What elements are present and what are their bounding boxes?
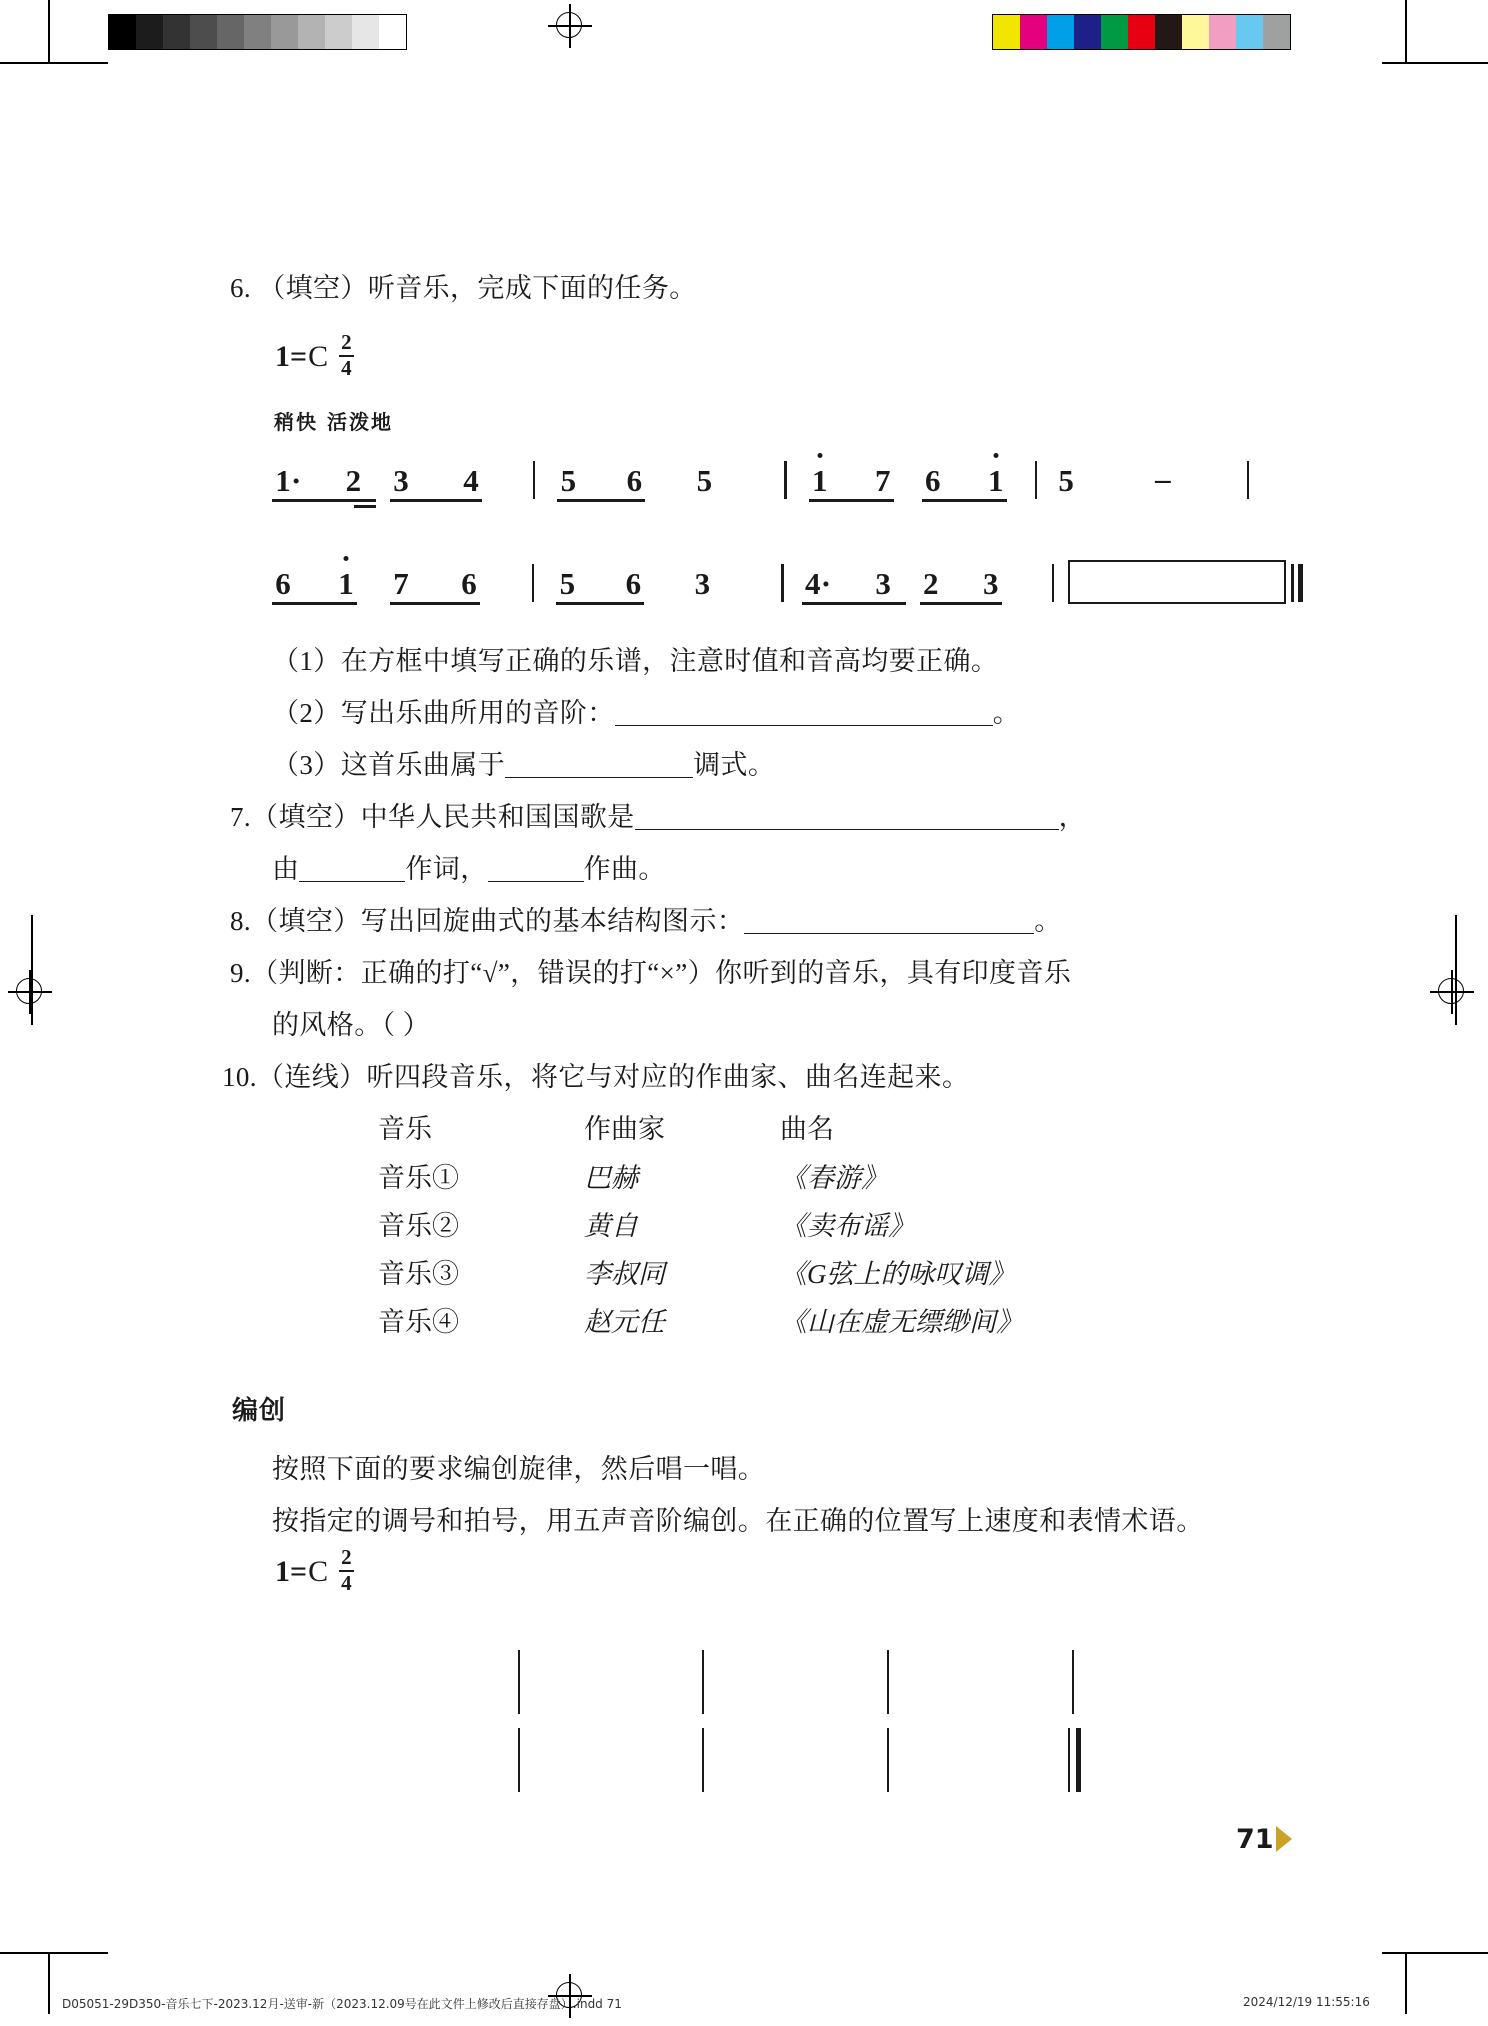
sub-text: 写出乐曲所用的音阶：: [340, 698, 615, 728]
column-header-music: 音乐: [378, 1114, 432, 1144]
note: 6: [461, 566, 477, 601]
measure: [802, 568, 906, 605]
note: 5: [1058, 463, 1074, 498]
answer-box[interactable]: [1068, 560, 1286, 604]
composer-item[interactable]: 李叔同: [584, 1259, 665, 1289]
column-header-composer: 作曲家: [584, 1114, 665, 1144]
beam: [809, 499, 894, 502]
barline: [1052, 564, 1054, 602]
barline: [887, 1728, 889, 1792]
question-6-sub-1: [272, 640, 1312, 684]
question-7-line-2: [272, 848, 1352, 892]
composer-item[interactable]: 黄自: [584, 1211, 638, 1241]
question-10-prompt: （连线）听四段音乐，将它与对应的作曲家、曲名连起来。: [256, 1062, 970, 1092]
note: 6: [275, 566, 291, 601]
barline: [702, 1650, 704, 1714]
jianpu-staff-line-1: [272, 450, 1249, 502]
time-signature-beats: 2: [339, 1547, 354, 1572]
note: 3: [875, 566, 891, 601]
note: 7: [393, 566, 409, 601]
music-item[interactable]: 音乐④: [378, 1307, 459, 1337]
question-6-sub-3: [272, 744, 1312, 788]
q9-line2[interactable]: 的风格。（ ）: [272, 1010, 431, 1040]
q7-line2-mid: 作词，: [405, 854, 488, 884]
beam: [390, 499, 482, 502]
sub-label: （3）: [272, 750, 341, 780]
time-signature-unit: 4: [341, 355, 352, 380]
beam: [390, 602, 480, 605]
keysig-do: 1: [275, 339, 290, 373]
keysig-tonic: C: [308, 339, 329, 373]
measure: [922, 465, 1007, 502]
sub-label: （1）: [272, 646, 341, 676]
section-heading-compose: [232, 1390, 286, 1427]
blank-staff-row-1[interactable]: [272, 1650, 1252, 1714]
barline: [518, 1650, 520, 1714]
question-8-prompt: （填空）写出回旋曲式的基本结构图示：: [251, 906, 745, 936]
duration-dot: ·: [291, 463, 302, 498]
composer-item[interactable]: 赵元任: [584, 1307, 665, 1337]
q6-key-signature: [275, 330, 354, 381]
title-item[interactable]: 《卖布谣》: [780, 1211, 915, 1241]
time-signature-unit: 4: [341, 1570, 352, 1595]
note: 1: [809, 465, 831, 502]
sub-tail: 。: [992, 698, 1021, 728]
measure: [390, 465, 482, 502]
q7-line2-pre: 由: [272, 854, 300, 884]
table-row: [378, 1165, 1200, 1192]
note: 5: [560, 463, 577, 498]
question-10-number: 10.: [222, 1062, 257, 1092]
measure: [390, 568, 480, 605]
note: 3: [983, 566, 999, 601]
answer-blank[interactable]: [505, 776, 693, 778]
compose-instruction-2: [272, 1500, 1332, 1544]
title-item[interactable]: 《春游》: [780, 1163, 888, 1193]
beam: [272, 602, 357, 605]
keysig-equals: =: [290, 339, 307, 373]
question-10: [222, 1056, 1322, 1100]
tempo-text: 稍快 活泼地: [274, 410, 393, 434]
page-arrow-icon: [1276, 1826, 1292, 1852]
barline: [1035, 461, 1037, 499]
compose-key-signature: [275, 1545, 354, 1596]
note: 2: [345, 463, 362, 498]
measure: [557, 465, 645, 502]
question-8-number: 8.: [230, 906, 252, 936]
question-9: [230, 952, 1330, 996]
measure: [556, 568, 644, 605]
measure: [272, 568, 357, 605]
beam: [802, 602, 906, 605]
table-row: [378, 1213, 1200, 1240]
sub-text: 这首乐曲属于: [340, 750, 506, 780]
measure: [920, 568, 1002, 605]
beam: [557, 499, 645, 502]
note: 6: [625, 566, 642, 601]
table-row: [378, 1261, 1200, 1288]
question-9-prompt: （判断：正确的打“√”，错误的打“×”）你听到的音乐，具有印度音乐: [251, 958, 1072, 988]
note: 3: [694, 566, 711, 601]
keysig-tonic: C: [308, 1554, 329, 1588]
footer-file-info: D05051-29D350-音乐七下-2023.12月-送审-新（2023.12.09号在此文件上修改后直接存盘）.indd 71: [62, 1997, 622, 2011]
matching-table: [378, 1116, 1200, 1353]
q7-line2-post: 作曲。: [583, 854, 666, 884]
barline: [1247, 461, 1249, 499]
barline: [887, 1650, 889, 1714]
beam: [556, 602, 644, 605]
footer-timestamp: 2024/12/19 11:55:16: [1243, 1995, 1370, 2009]
measure: [809, 465, 894, 502]
compose-line-2: 按指定的调号和拍号，用五声音阶编创。在正确的位置写上速度和表情术语。: [272, 1506, 1204, 1536]
question-9-number: 9.: [230, 958, 252, 988]
sustain-dash: –: [1155, 461, 1171, 496]
barline: [781, 564, 783, 602]
note: 4: [805, 566, 821, 601]
note: 2: [923, 566, 939, 601]
final-barline: [1076, 1728, 1081, 1792]
note: 6: [925, 463, 941, 498]
barline: [532, 564, 534, 602]
page-number-text: 71: [1236, 1824, 1274, 1855]
question-8-tail: 。: [1034, 906, 1062, 936]
composer-blank[interactable]: [488, 880, 584, 882]
barline: [518, 1728, 520, 1792]
note: 7: [875, 463, 891, 498]
sub-tail: 调式。: [693, 750, 776, 780]
measure: [272, 465, 376, 502]
note: 5: [696, 463, 713, 498]
note: 6: [626, 463, 643, 498]
barline: [702, 1728, 704, 1792]
barline: [784, 461, 786, 499]
question-6-prompt: （填空）听音乐，完成下面的任务。: [258, 273, 697, 303]
answer-blank[interactable]: [635, 828, 1059, 830]
duration-dot: ·: [820, 566, 832, 601]
sub-text: 在方框中填写正确的乐谱，注意时值和音高均要正确。: [340, 646, 999, 676]
note: 3: [393, 463, 409, 498]
page-number: [1236, 1824, 1274, 1855]
question-8: [230, 900, 1310, 944]
question-9-line-2: [272, 1004, 1352, 1048]
compose-line-1: 按照下面的要求编创旋律，然后唱一唱。: [272, 1454, 766, 1484]
column-header-title: 曲名: [780, 1114, 834, 1144]
table-header-row: [378, 1116, 1200, 1143]
sub-label: （2）: [272, 698, 341, 728]
note: 1: [985, 465, 1007, 502]
time-signature: [339, 332, 354, 380]
note: 4: [463, 463, 479, 498]
beam: [922, 499, 1007, 502]
question-7-prompt: （填空）中华人民共和国国歌是: [251, 802, 635, 832]
octave-dot-high: [993, 453, 998, 458]
barline: [1072, 1650, 1074, 1714]
note: 1: [275, 463, 291, 498]
note: 1: [335, 568, 357, 605]
barline: [1068, 1728, 1070, 1792]
keysig-equals: =: [290, 1554, 307, 1588]
beam: [920, 602, 1002, 605]
question-7-tail: ，: [1058, 802, 1087, 832]
question-7: [230, 796, 1310, 840]
compose-instruction-1: [272, 1448, 1332, 1492]
final-barline: [1291, 564, 1302, 602]
octave-dot-high: [344, 556, 349, 561]
music-item[interactable]: 音乐③: [378, 1259, 459, 1289]
time-signature: [339, 1547, 354, 1595]
keysig-do: 1: [275, 1554, 290, 1588]
music-item[interactable]: 音乐①: [378, 1163, 459, 1193]
barline: [533, 461, 535, 499]
answer-blank[interactable]: [615, 724, 993, 726]
question-7-number: 7.: [230, 802, 252, 832]
time-signature-beats: 2: [339, 332, 354, 357]
blank-staff-row-2[interactable]: [272, 1728, 1252, 1792]
octave-dot-high: [817, 453, 822, 458]
title-item[interactable]: 《G弦上的咏叹调》: [780, 1259, 1016, 1289]
composer-item[interactable]: 巴赫: [584, 1163, 638, 1193]
table-row: [378, 1309, 1200, 1336]
note: 5: [559, 566, 576, 601]
jianpu-staff-line-2: [272, 553, 1303, 605]
section-heading-text: 编创: [232, 1396, 287, 1426]
answer-blank[interactable]: [744, 932, 1034, 934]
lyricist-blank[interactable]: [299, 880, 405, 882]
beam-secondary: [354, 505, 376, 508]
question-6-sub-2: [272, 692, 1312, 736]
music-item[interactable]: 音乐②: [378, 1211, 459, 1241]
beam: [272, 499, 376, 502]
title-item[interactable]: 《山在虚无缥缈间》: [780, 1307, 1023, 1337]
question-6: [230, 267, 1310, 311]
question-6-number: 6.: [230, 273, 252, 303]
q6-tempo-marking: [274, 406, 393, 435]
